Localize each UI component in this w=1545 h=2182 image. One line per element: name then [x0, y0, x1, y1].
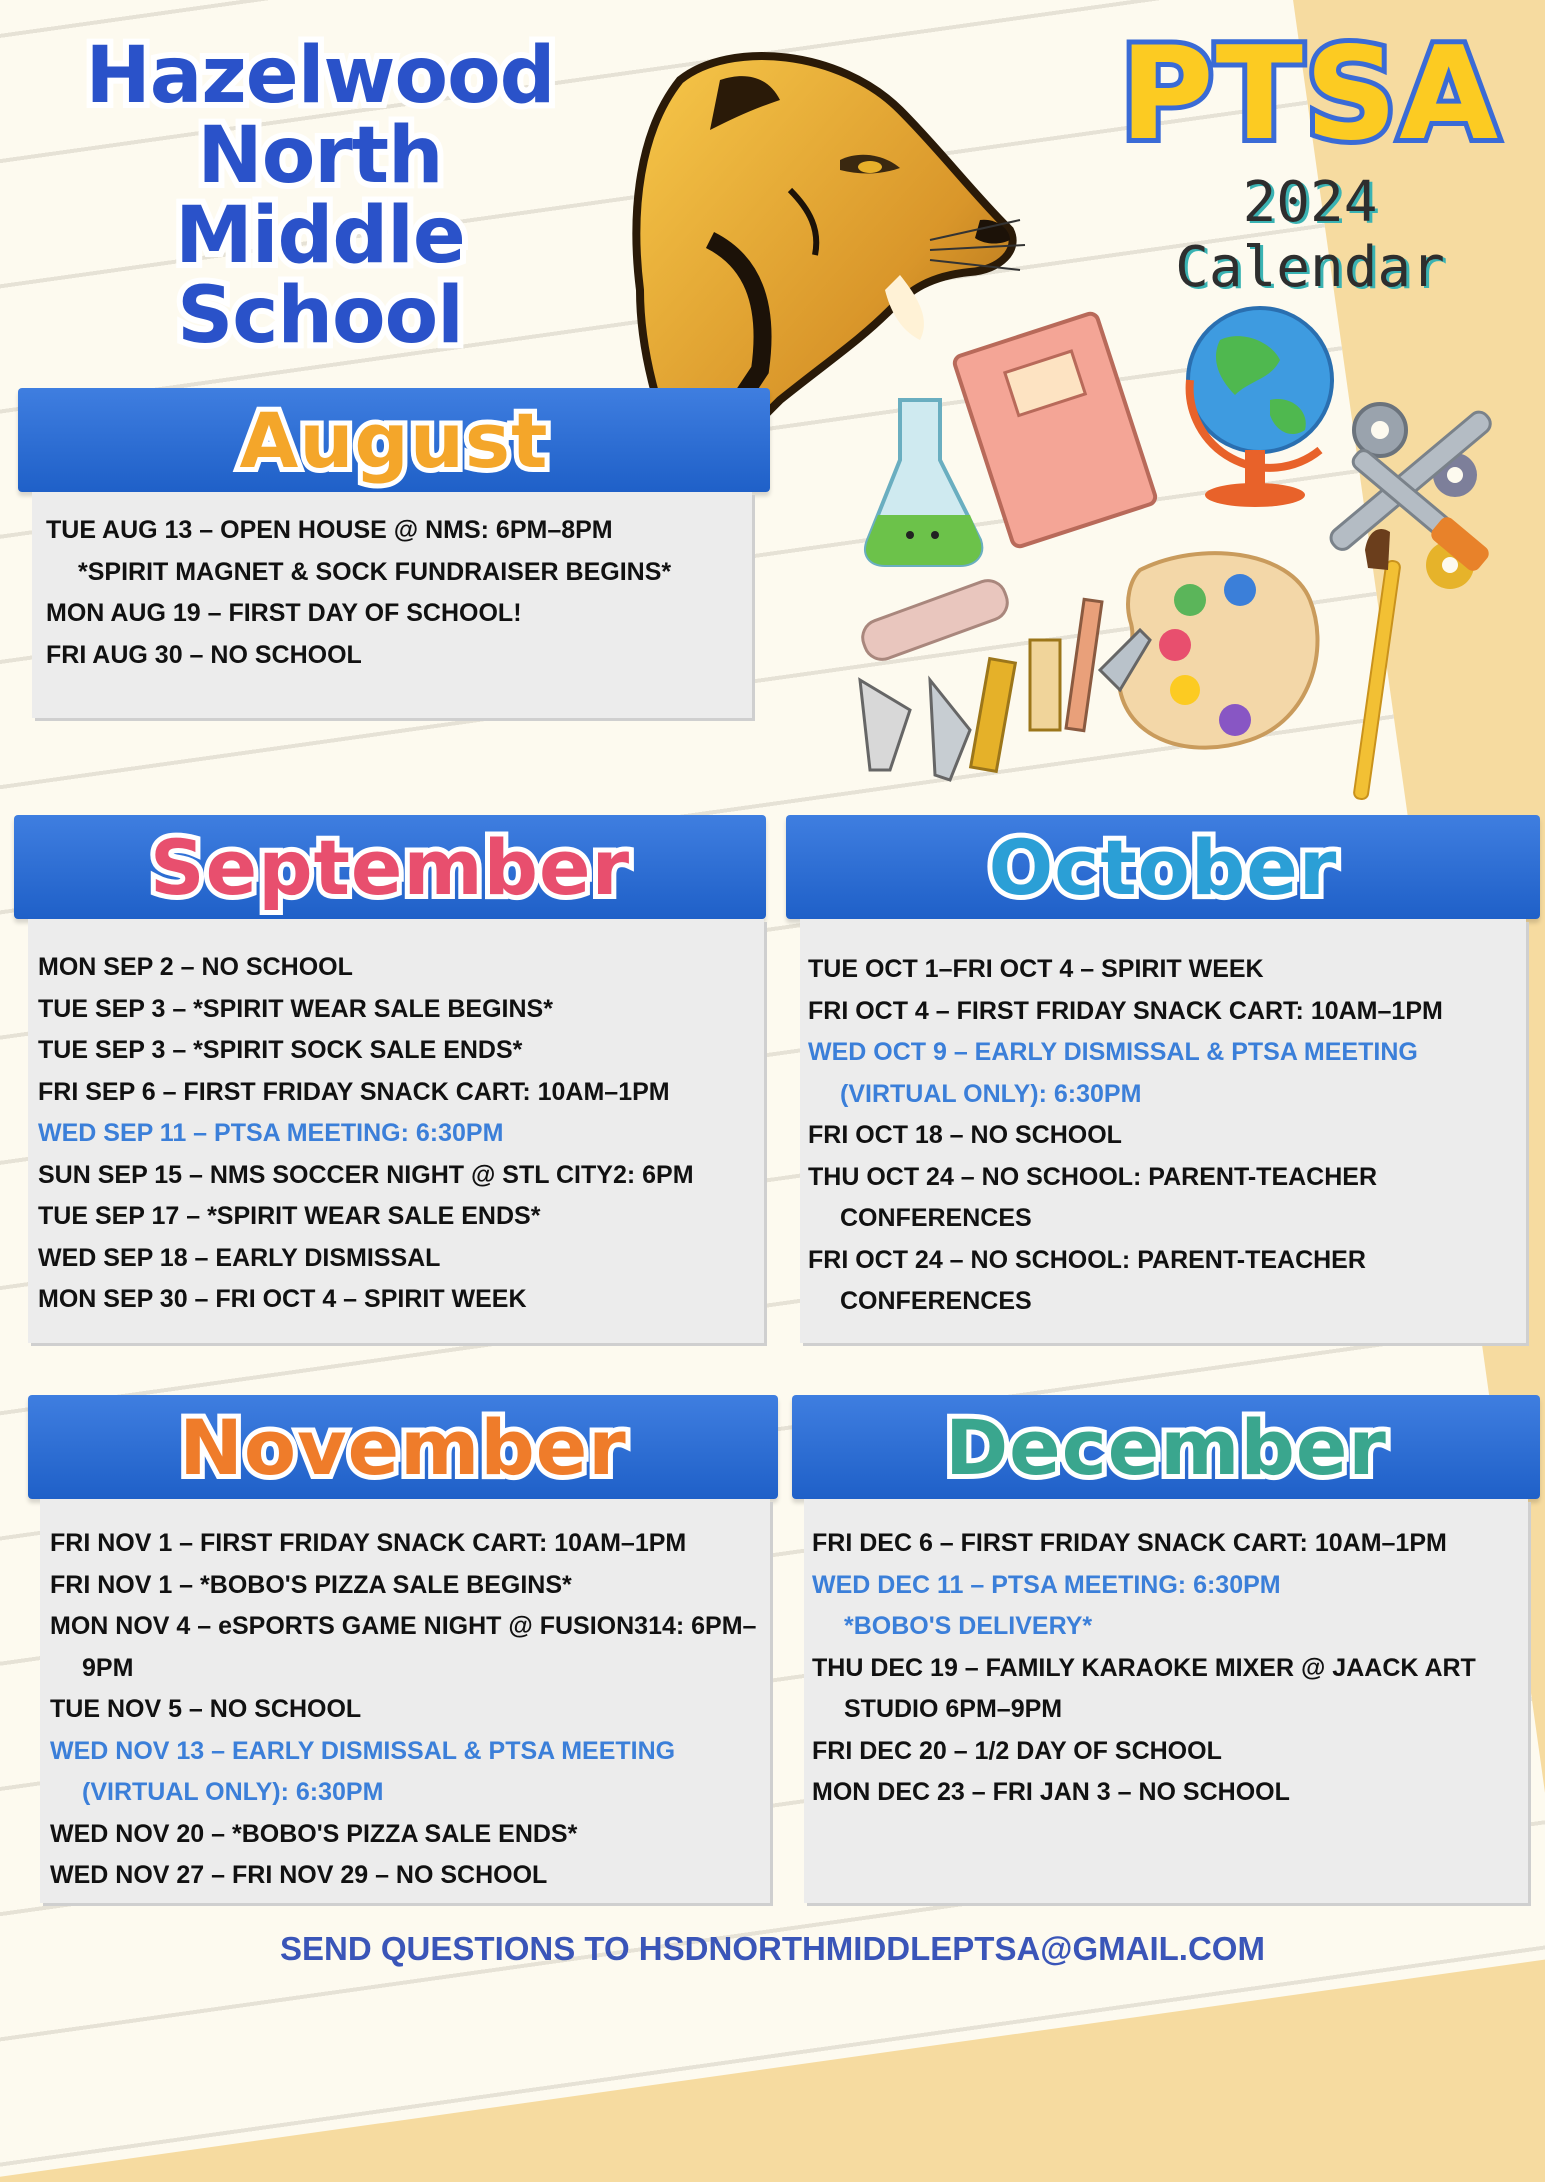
month-title: [240, 396, 549, 485]
event-item: TUE AUG 13 – OPEN HOUSE @ NMS: 6PM–8PM: [46, 516, 613, 544]
event-item: TUE SEP 3 – *SPIRIT WEAR SALE BEGINS*: [38, 994, 553, 1023]
event-item: TUE OCT 1–FRI OCT 4 – SPIRIT WEEK: [808, 955, 1264, 983]
august-section: [18, 388, 770, 718]
event-item: FRI SEP 6 – FIRST FRIDAY SNACK CART: 10AM–1PM: [38, 1077, 670, 1106]
contact-footer: SEND QUESTIONS TO HSDNORTHMIDDLEPTSA@GMAIL.COM: [280, 1930, 1265, 1967]
august-events: [32, 492, 752, 718]
event-item: WED SEP 18 – EARLY DISMISSAL: [38, 1243, 441, 1272]
august-header: [18, 388, 770, 492]
event-item: FRI OCT 24 – NO SCHOOL: PARENT-TEACHER CONFERENCES: [808, 1245, 1366, 1315]
month-title: November: [179, 1402, 627, 1492]
november-section: [28, 1395, 778, 1905]
event-item: FRI DEC 6 – FIRST FRIDAY SNACK CART: 10AM–1PM: [812, 1529, 1447, 1557]
october-header: [786, 815, 1540, 919]
calendar-subtitle: 2024 Calendar: [1175, 170, 1445, 300]
event-item: TUE SEP 17 – *SPIRIT WEAR SALE ENDS*: [38, 1202, 541, 1230]
globe-icon: [1188, 308, 1332, 507]
event-item: MON SEP 2 – NO SCHOOL: [38, 953, 353, 981]
event-item: WED NOV 20 – *BOBO'S PIZZA SALE ENDS*: [50, 1819, 578, 1848]
event-item: TUE SEP 3 – *SPIRIT SOCK SALE ENDS*: [38, 1036, 523, 1064]
event-item: THU DEC 19 – FAMILY KARAOKE MIXER @ JAACK ART STUDIO 6PM–9PM: [812, 1653, 1476, 1723]
event-item-highlight: WED NOV 13 – EARLY DISMISSAL & PTSA MEETING (VIRTUAL ONLY): 6:30PM: [50, 1736, 676, 1806]
month-title: September: [149, 822, 631, 912]
november-header: [28, 1395, 778, 1499]
september-header: [14, 815, 766, 919]
school-name-line-1: Hazelwood: [85, 31, 555, 121]
event-item-highlight: WED OCT 9 – EARLY DISMISSAL & PTSA MEETING (VIRTUAL ONLY): 6:30PM: [808, 1038, 1418, 1108]
december-section: [792, 1395, 1540, 1905]
event-item: MON SEP 30 – FRI OCT 4 – SPIRIT WEEK: [38, 1285, 527, 1313]
event-item: *SPIRIT MAGNET & SOCK FUNDRAISER BEGINS*: [78, 557, 672, 586]
hand-tools-icon: [858, 576, 1150, 780]
event-item: TUE NOV 5 – NO SCHOOL: [50, 1695, 362, 1723]
event-item-highlight: WED SEP 11 – PTSA MEETING: 6:30PM: [38, 1119, 504, 1147]
school-name-line-2: North Middle: [175, 111, 465, 281]
school-name: [40, 31, 600, 361]
september-section: [14, 815, 766, 1345]
school-supplies-illustration: [840, 300, 1520, 820]
october-events: [800, 919, 1526, 1343]
school-name-line-3: School: [177, 271, 463, 361]
event-item: FRI DEC 20 – 1/2 DAY OF SCHOOL: [812, 1736, 1222, 1765]
ptsa-logo-text: PTSA: [1119, 20, 1501, 169]
event-item: MON DEC 23 – FRI JAN 3 – NO SCHOOL: [812, 1778, 1290, 1806]
month-letters: August: [239, 395, 549, 485]
month-title: December: [945, 1402, 1387, 1492]
event-item: MON AUG 19 – FIRST DAY OF SCHOOL!: [46, 599, 522, 627]
event-item: FRI AUG 30 – NO SCHOOL: [46, 640, 362, 669]
event-item: WED NOV 27 – FRI NOV 29 – NO SCHOOL: [50, 1861, 548, 1889]
flask-icon: [866, 400, 981, 565]
event-item: FRI OCT 18 – NO SCHOOL: [808, 1121, 1122, 1149]
event-item-highlight: WED DEC 11 – PTSA MEETING: 6:30PM: [812, 1570, 1281, 1599]
paint-palette-icon: [1119, 553, 1317, 748]
month-title: October: [988, 822, 1338, 912]
event-item: FRI NOV 1 – *BOBO'S PIZZA SALE BEGINS*: [50, 1570, 572, 1599]
event-item-highlight: *BOBO'S DELIVERY*: [844, 1612, 1093, 1640]
event-item: SUN SEP 15 – NMS SOCCER NIGHT @ STL CITY2: 6PM: [38, 1160, 694, 1189]
paintbrush-icon: [1353, 529, 1400, 800]
event-item: MON NOV 4 – eSPORTS GAME NIGHT @ FUSION314: 6PM–9PM: [50, 1612, 757, 1682]
event-item: FRI OCT 4 – FIRST FRIDAY SNACK CART: 10AM–1PM: [808, 996, 1443, 1025]
december-events: [804, 1499, 1528, 1903]
september-events: [28, 919, 764, 1343]
november-events: [40, 1499, 770, 1903]
event-item: FRI NOV 1 – FIRST FRIDAY SNACK CART: 10AM–1PM: [50, 1529, 687, 1557]
event-item: THU OCT 24 – NO SCHOOL: PARENT-TEACHER CONFERENCES: [808, 1162, 1378, 1232]
october-section: [786, 815, 1540, 1345]
december-header: [792, 1395, 1540, 1499]
notebook-icon: [953, 312, 1157, 549]
